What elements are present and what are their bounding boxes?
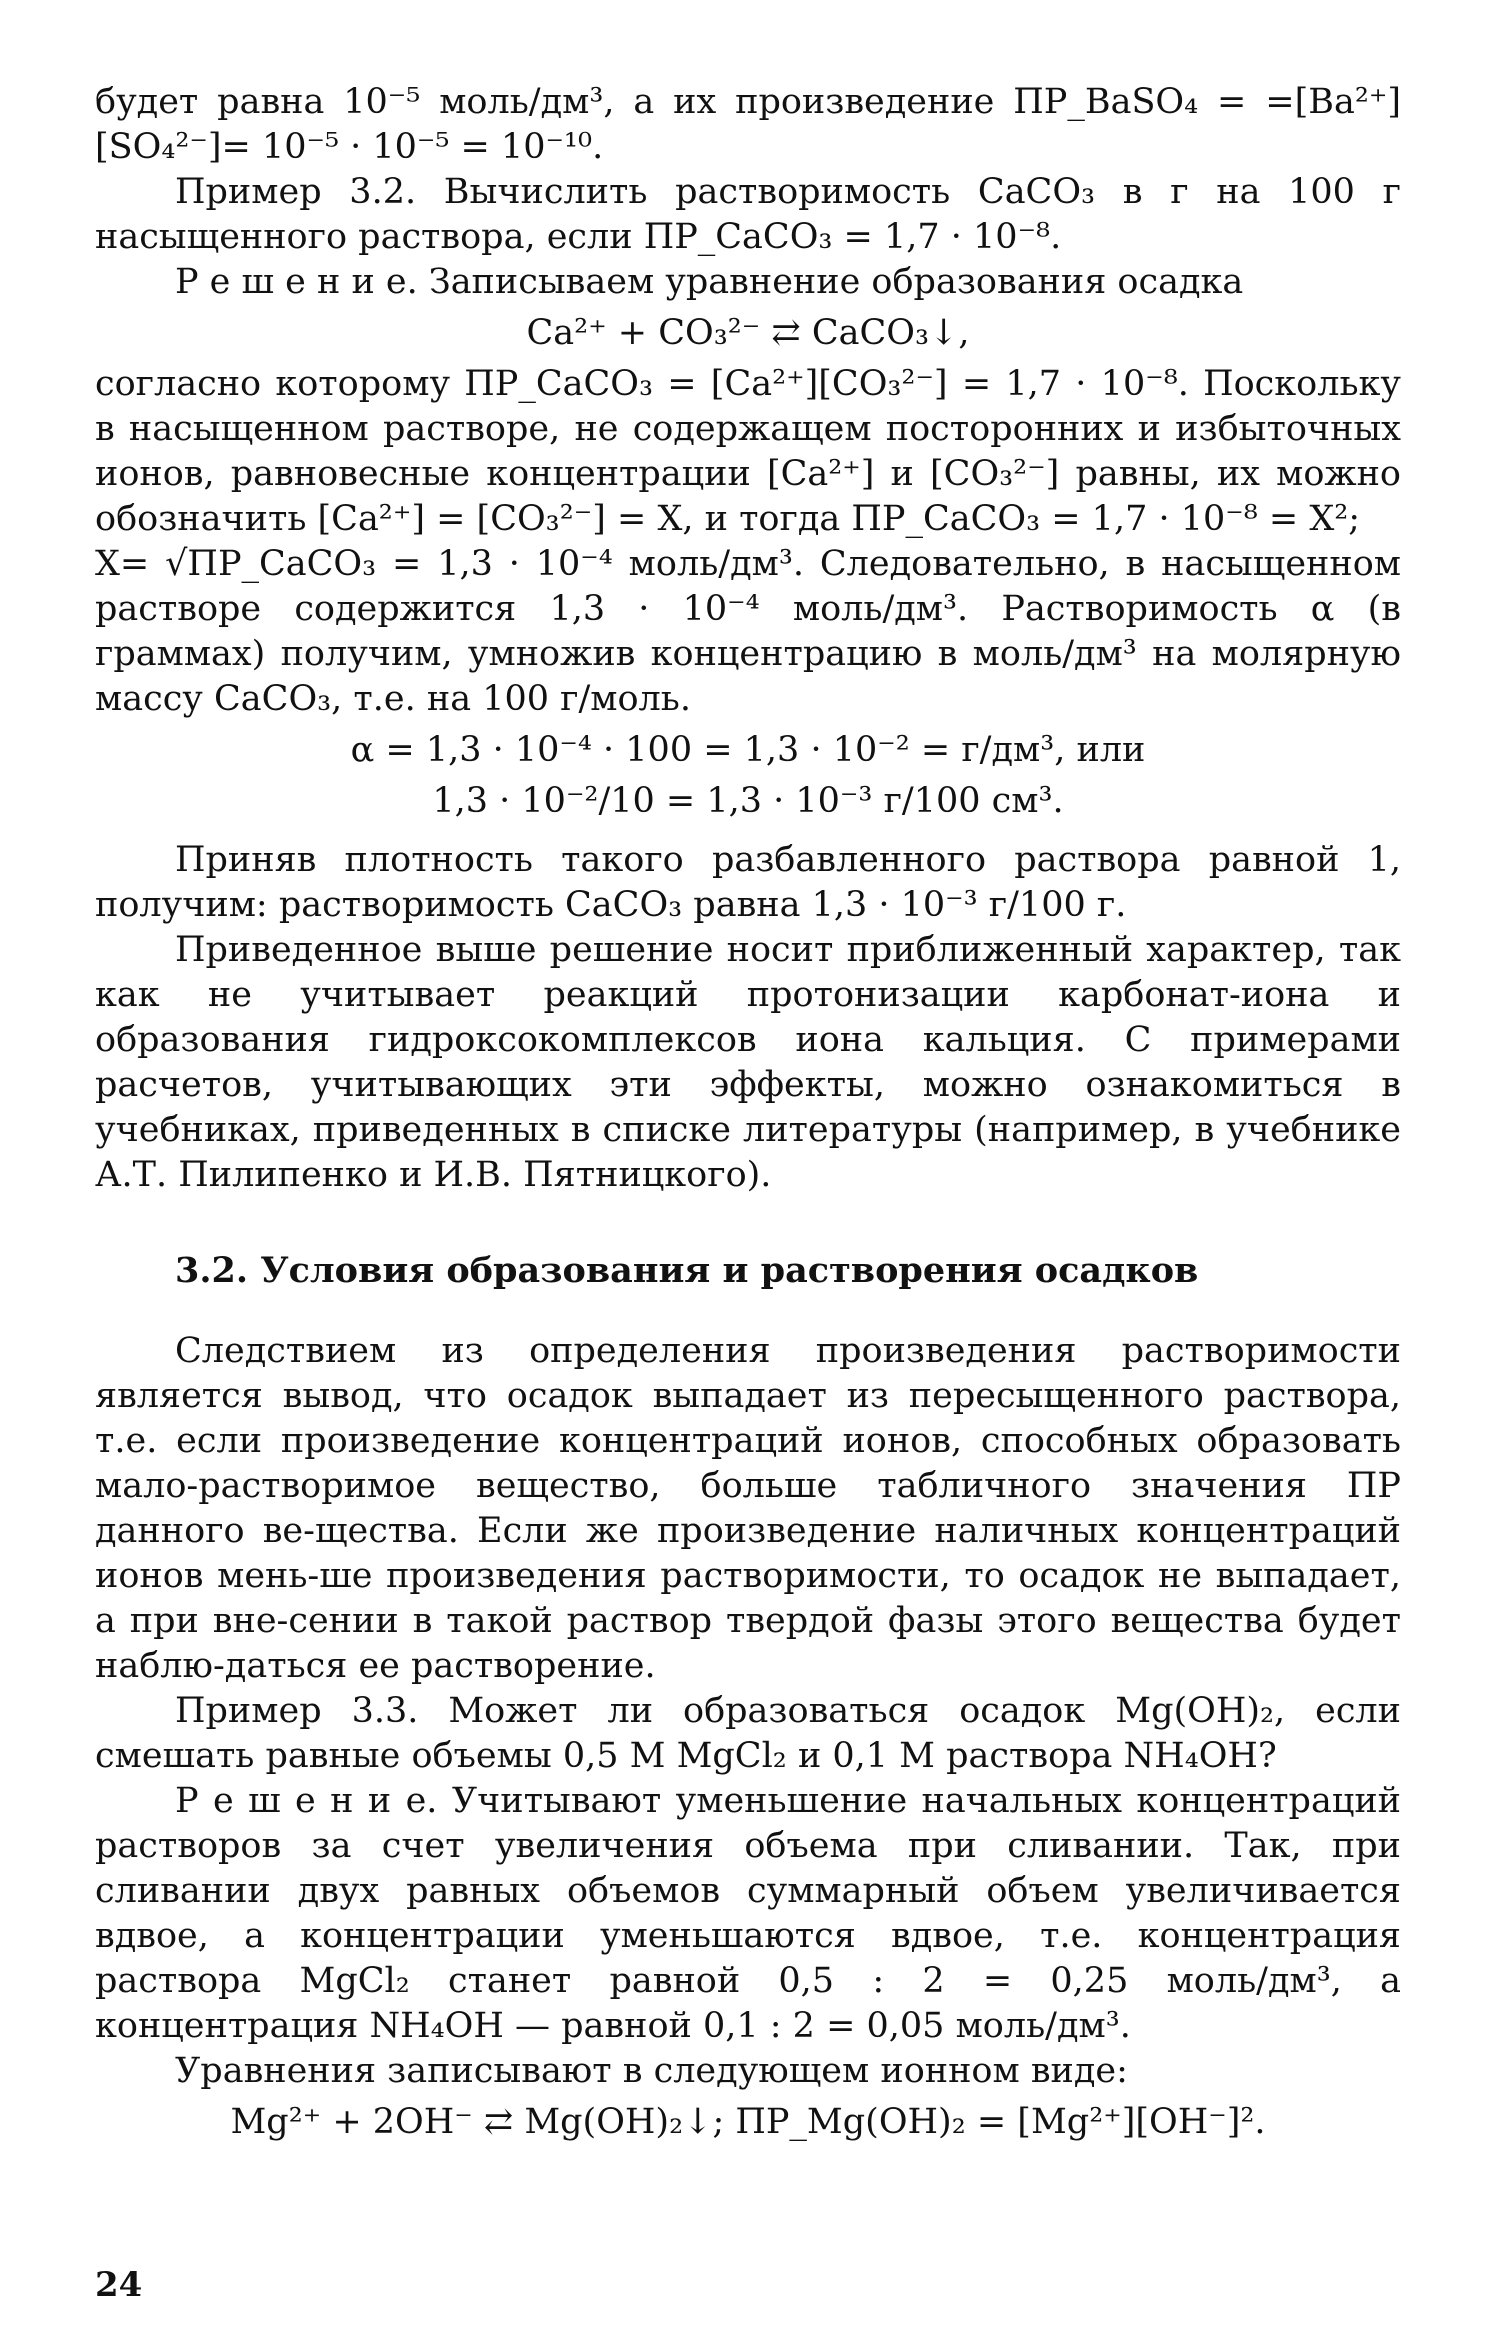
solution-3-3: Р е ш е н и е. Учитывают уменьшение начальных концентраций растворов за счет увеличения объема при сливании. Так, при сливании двух равных объемов суммарный объем увеличивается вдвое, а концентрации уменьшаются вдвое, т.е. концентрация раствора MgCl₂ станет равной 0,5 : 2 = 0,25 моль/дм³, а концентрация NH₄OH — равной 0,1 : 2 = 0,05 моль/дм³. [95,1781,1401,2046]
paragraph-sqrt: X= √ПР_CaCO₃ = 1,3 · 10⁻⁴ моль/дм³. Следовательно, в насыщенном растворе содержится 1,3 · 10⁻⁴ моль/дм³. Растворимость α (в граммах) получим, умножив концентрацию в моль/дм³ на молярную массу CaCO₃, т.е. на 100 г/моль. [95,544,1401,719]
paragraph-solution-body: согласно которому ПР_CaCO₃ = [Ca²⁺][CO₃²⁻] = 1,7 · 10⁻⁸. Поскольку в насыщенном растворе, не содержащем посторонних и избыточных ионов, равновесные концентрации [Ca²⁺] и [CO₃²⁻] равны, их можно обозначить [Ca²⁺] = [CO₃²⁻] = X, и тогда ПР_CaCO₃ = 1,7 · 10⁻⁸ = X²; [95,364,1401,539]
paragraph-1: будет равна 10⁻⁵ моль/дм³, а их произведение ПР_BaSO₄ = =[Ba²⁺][SO₄²⁻]= 10⁻⁵ · 10⁻⁵ = 10⁻¹⁰. [95,82,1401,167]
solution-intro: Р е ш е н и е. Записываем уравнение образования осадка [175,262,1244,302]
page-number: 24 [95,2265,143,2305]
paragraph-density: Приняв плотность такого разбавленного раствора равной 1, получим: растворимость CaCO₃ равна 1,3 · 10⁻³ г/100 г. [95,840,1401,925]
equation-4: Mg²⁺ + 2OH⁻ ⇄ Mg(OH)₂↓; ПР_Mg(OH)₂ = [Mg²⁺][OH⁻]². [230,2102,1266,2142]
equation-3: 1,3 · 10⁻²/10 = 1,3 · 10⁻³ г/100 см³. [432,781,1064,821]
equation-2: α = 1,3 · 10⁻⁴ · 100 = 1,3 · 10⁻² = г/дм³, или [350,730,1146,770]
example-3-3: Пример 3.3. Может ли образоваться осадок Mg(OH)₂, если смешать равные объемы 0,5 M MgCl₂ и 0,1 M раствора NH₄OH? [95,1691,1401,1776]
equation-1: Ca²⁺ + CO₃²⁻ ⇄ CaCO₃↓, [526,313,970,353]
paragraph-approx: Приведенное выше решение носит приближенный характер, так как не учитывает реакций протонизации карбонат-иона и образования гидроксокомплексов иона кальция. С примерами расчетов, учитывающих эти эффекты, можно ознакомиться в учебниках, приведенных в списке литературы (например, в учебнике А.Т. Пилипенко и И.В. Пятницкого). [95,930,1401,1195]
paragraph-conditions: Следствием из определения произведения растворимости является вывод, что осадок выпадает из пересыщенного раствора, т.е. если произведение концентраций ионов, способных образовать мало-растворимое вещество, больше табличного значения ПР данного ве-щества. Если же произведение наличных концентраций ионов мень-ше произведения растворимости, то осадок не выпадает, а при вне-сении в такой раствор твердой фазы этого вещества будет наблю-даться ее растворение. [95,1331,1401,1686]
section-heading: 3.2. Условия образования и растворения осадков [175,1250,1199,1291]
paragraph-ionic: Уравнения записывают в следующем ионном виде: [175,2051,1128,2091]
example-3-2: Пример 3.2. Вычислить растворимость CaCO₃ в г на 100 г насыщенного раствора, если ПР_CaCO₃ = 1,7 · 10⁻⁸. [95,172,1401,257]
